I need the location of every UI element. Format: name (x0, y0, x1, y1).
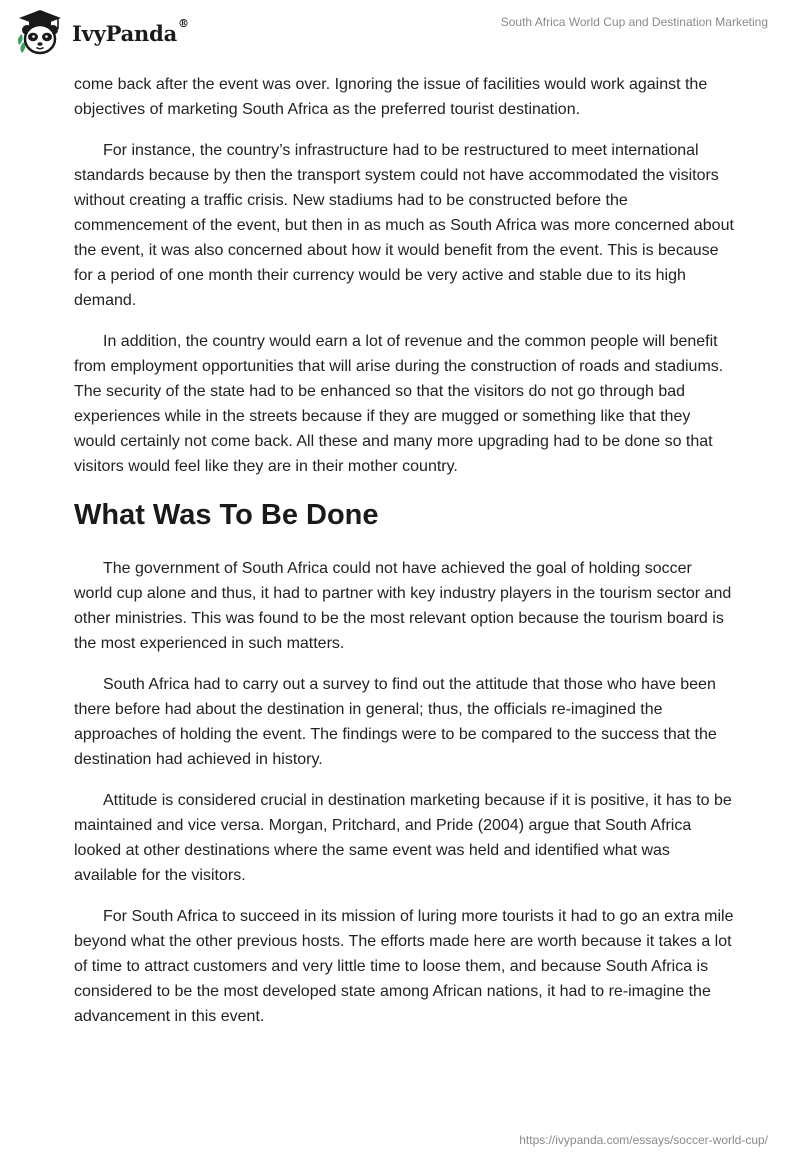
source-url[interactable]: https://ivypanda.com/essays/soccer-world-cup/ (519, 1133, 768, 1147)
logo-wordmark (72, 16, 189, 46)
document-title: South Africa World Cup and Destination Marketing (500, 15, 768, 29)
panda-graduate-icon (14, 8, 66, 56)
essay-body (74, 72, 734, 1045)
paragraph-continued: come back after the event was over. Ignoring the issue of facilities would work against the objectives of marketing South Africa as the preferred tourist destination. (74, 76, 708, 118)
paragraph: For instance, the country’s infrastructure had to be restructured to meet international standards because by then the transport system could not have accommodated the visitors without creating a traffic crisis. New stadiums had to be constructed before the commencement of the event, but then in as much as South Africa was more concerned about the event, it was also concerned about how it would benefit from the event. This is because for a period of one month their currency would be very active and stable due to its high demand. (74, 142, 734, 309)
paragraph: South Africa had to carry out a survey to find out the attitude that those who have been there before had about the destination in general; thus, the officials re-imagined the approaches of holding the event. The findings were to be compared to the success that the destination had achieved in history. (74, 676, 717, 768)
page-header (0, 0, 800, 64)
paragraph: The government of South Africa could not have achieved the goal of holding soccer world cup alone and thus, it had to partner with key industry players in the tourism sector and other ministries. This was found to be the most relevant option because the tourism board is the most experienced in such matters. (74, 560, 732, 652)
logo-name: IvyPanda (72, 20, 178, 46)
section-heading: What Was To Be Done (74, 499, 379, 531)
registered-mark: ® (178, 16, 189, 30)
paragraph: Attitude is considered crucial in destination marketing because if it is positive, it has to be maintained and vice versa. Morgan, Pritchard, and Pride (2004) argue that South Africa looked at other destinations where the same event was held and identified what was available for the visitors. (74, 792, 732, 884)
ivypanda-logo[interactable] (14, 7, 189, 57)
paragraph: In addition, the country would earn a lot of revenue and the common people will benefit from employment opportunities that will arise during the construction of roads and stadiums. The security of the state had to be enhanced so that the visitors do not go through bad experiences while in the streets because if they are mugged or something like that they would certainly not come back. All these and many more upgrading had to be done so that visitors would feel like they are in their mother country. (74, 333, 724, 475)
paragraph: For South Africa to succeed in its mission of luring more tourists it had to go an extra mile beyond what the other previous hosts. The efforts made here are worth because it takes a lot of time to attract customers and very little time to loose them, and because South Africa is considered to be the most developed state among African nations, it had to re-imagine the advancement in this event. (74, 908, 734, 1025)
